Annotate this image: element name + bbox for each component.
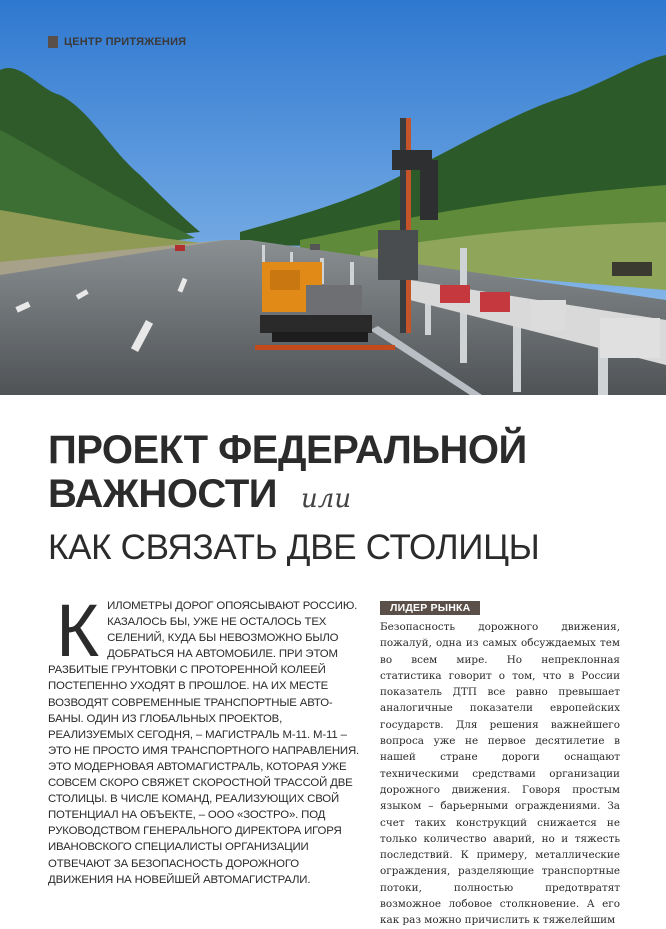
headline-connector: или bbox=[301, 484, 352, 514]
rubric-square-icon bbox=[48, 36, 58, 48]
sidebar-paragraph: Безопасность дорожного движения, пожалуй, одна из самых обсуждаемых тем во всем мире. Но непреклонная статистика говорит о том, что в России показатель ДТП все равно превышает аналогичные показатели европейских государств. Для решения важнейшего вопроса уже не первое десятилетие в нашей стране дороги оснащают техническими средствами организации дорожного движения. Говоря простым языком – барьерными ограждениями. За счет таких конструкций снижается не только количество аварий, но и тяжесть последствий. К примеру, металлические ограждения, разделяющие транспортные потоки, полностью предотвратят возможное лобовое столкновение. А его как раз можно причислить к тяжелейшим bbox=[380, 621, 620, 927]
lead-dropcap: К bbox=[56, 589, 100, 672]
headline-line-1: ПРОЕКТ ФЕДЕРАЛЬНОЙ bbox=[48, 428, 527, 472]
section-rubric bbox=[48, 36, 186, 48]
rubric-label: ЦЕНТР ПРИТЯЖЕНИЯ bbox=[64, 36, 187, 48]
headline-line-3: КАК СВЯЗАТЬ ДВЕ СТОЛИЦЫ bbox=[48, 528, 540, 567]
lead-paragraph: ИЛОМЕТРЫ ДОРОГ ОПОЯСЫВАЮТ РОССИЮ. КАЗАЛОСЬ БЫ, УЖЕ НЕ ОСТАЛОСЬ ТЕХ СЕЛЕНИЙ, КУДА БЫ НЕВОЗМОЖНО БЫЛО ДОБРАТЬСЯ НА АВТОМОБИЛЕ. ПРИ ЭТОМ РАЗБИТЫЕ ГРУНТОВКИ С ПРОТОРЕННОЙ КОЛЕЕЙ ПОСТЕПЕННО УХОДЯТ В ПРОШЛОЕ. НА ИХ МЕСТЕ ВОЗВОДЯТ СОВРЕМЕННЫЕ ТРАНСПОРТНЫЕ АВТО-БАНЫ. ОДИН ИЗ ГЛОБАЛЬНЫХ ПРОЕКТОВ, РЕАЛИЗУЕМЫХ СЕГОДНЯ, – МАГИСТРАЛЬ М-11. М-11 – ЭТО НЕ ПРОСТО ИМЯ ТРАНСПОРТНОГО НАПРАВЛЕНИЯ. ЭТО МОДЕРНОВАЯ АВТОМАГИСТРАЛЬ, КОТОРАЯ УЖЕ СОВСЕМ СКОРО СВЯЖЕТ СКОРОСТНОЙ ТРАССОЙ ДВЕ СТОЛИЦЫ. В ЧИСЛЕ КОМАНД, РЕАЛИЗУЮЩИХ СВОЙ ПОТЕНЦИАЛ НА ОБЪЕКТЕ, – ООО «ЗОСТРО». ПОД РУКОВОДСТВОМ ГЕНЕРАЛЬНОГО ДИРЕКТОРА ИГОРЯ ИВАНОВСКОГО СПЕЦИАЛИСТЫ ОРГАНИЗАЦИИ ОТВЕЧАЮТ ЗА БЕЗОПАСНОСТЬ ДОРОЖНОГО ДВИЖЕНИЯ НА НОВЕЙШЕЙ АВТОМАГИСТРАЛИ. bbox=[48, 600, 360, 886]
lead-column bbox=[48, 589, 363, 888]
highway-scene-illustration bbox=[0, 0, 666, 395]
headline-line-2-text: ВАЖНОСТИ bbox=[48, 472, 278, 516]
hero-photo-highway-construction bbox=[0, 0, 666, 395]
headline-line-2 bbox=[48, 472, 648, 521]
article-headline bbox=[48, 428, 648, 571]
section-tag: ЛИДЕР РЫНКА bbox=[380, 601, 480, 615]
sidebar-column bbox=[380, 598, 620, 927]
